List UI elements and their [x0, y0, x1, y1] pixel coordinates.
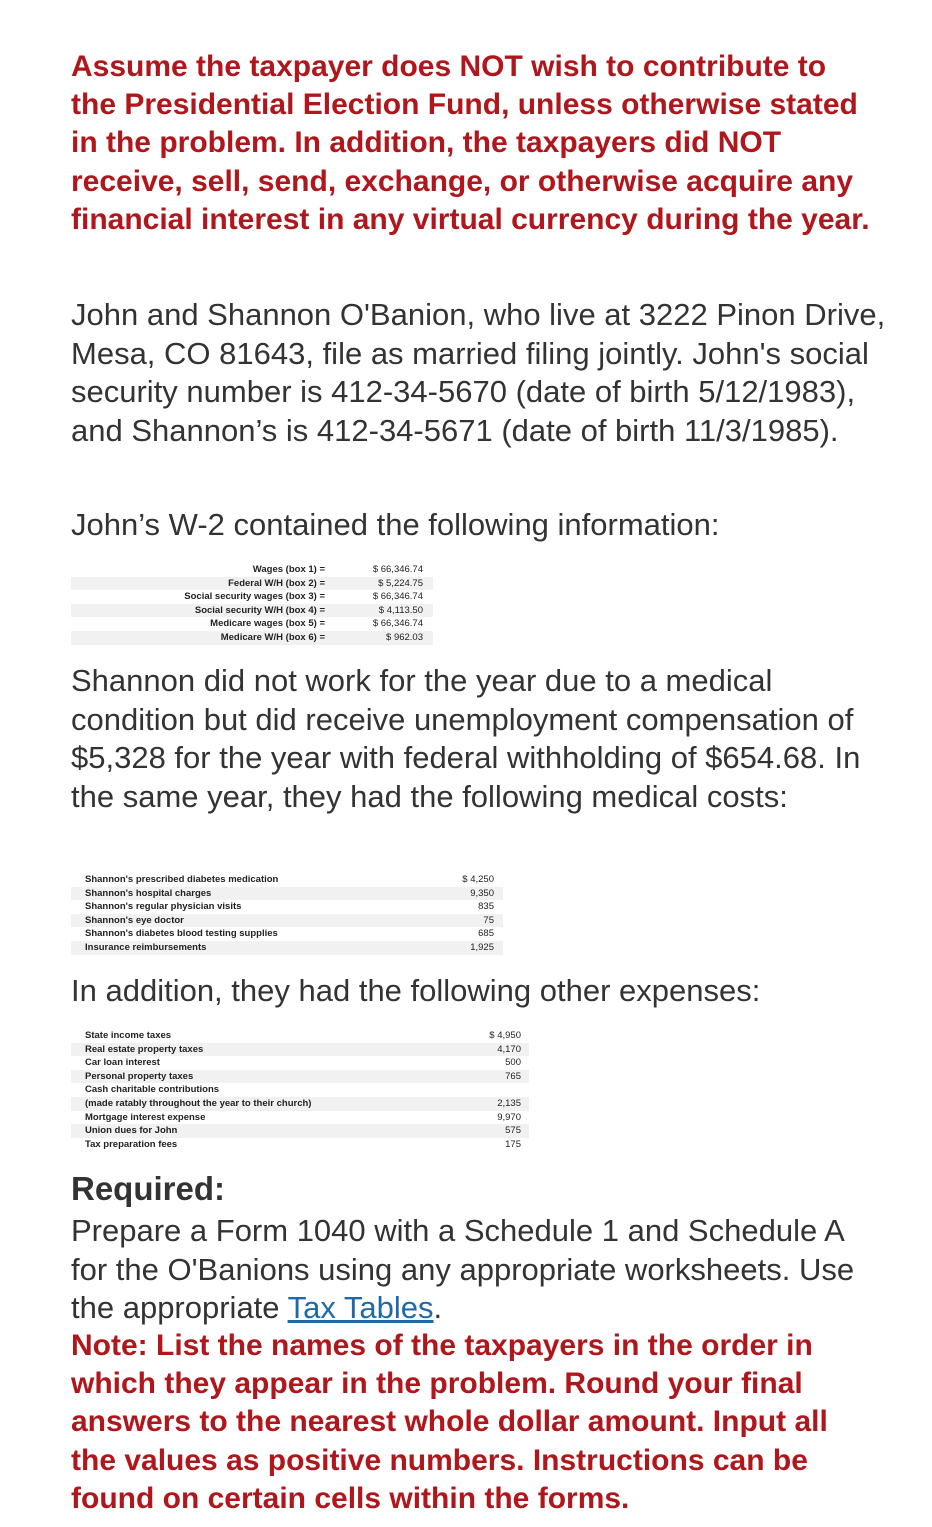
- required-note: Note: List the names of the taxpayers in the order in which they appear in the problem. Round your final answers to the nearest whole dollar amount. Input all the values as positive numbers. Instructions can be found on certain cells within the forms.: [71, 1329, 828, 1515]
- expense-row: [71, 1138, 529, 1152]
- expense-row-value: 575: [505, 1125, 521, 1137]
- medical-row: [71, 941, 503, 955]
- assumption-warning: Assume the taxpayer does NOT wish to contribute to the Presidential Election Fund, unless otherwise stated in the problem. In addition, the taxpayers did NOT receive, sell, send, exchange, or otherwise acquire any financial interest in any virtual currency during the year.: [71, 50, 870, 236]
- medical-row-label: Shannon's eye doctor: [85, 914, 184, 926]
- expense-row-label: Tax preparation fees: [85, 1138, 178, 1150]
- w2-row-label: Social security wages (box 3) =: [184, 591, 325, 603]
- expense-row: [71, 1043, 529, 1057]
- expense-row-value: $ 4,950: [489, 1030, 521, 1041]
- w2-row-value: $ 66,346.74: [372, 564, 423, 575]
- expense-row: [71, 1083, 529, 1097]
- medical-row-value: 9,350: [470, 887, 494, 899]
- medical-row-value: 835: [478, 901, 494, 913]
- expense-row-value: 765: [505, 1070, 521, 1082]
- w2-row: [71, 590, 433, 604]
- expense-row-label: Cash charitable contributions: [85, 1084, 220, 1096]
- required-text-end: .: [433, 1290, 443, 1325]
- expense-row-value: 500: [505, 1057, 521, 1069]
- expense-row-value: 2,135: [497, 1097, 521, 1109]
- expense-row-value: 4,170: [497, 1043, 521, 1055]
- medical-row-label: Insurance reimbursements: [85, 941, 207, 953]
- taxpayer-intro: John and Shannon O'Banion, who live at 3222 Pinon Drive, Mesa, CO 81643, file as married filing jointly. John's social security number is 412-34-5670 (date of birth 5/12/1983), and Shannon’s is 412-34-5671 (date of birth 11/3/1985).: [71, 297, 886, 448]
- medical-row-label: Shannon's diabetes blood testing supplies: [85, 928, 278, 940]
- required-heading: Required:: [71, 1170, 226, 1207]
- other-expenses-intro: In addition, they had the following other expenses:: [71, 973, 761, 1008]
- w2-row-label: Medicare wages (box 5) =: [210, 618, 325, 630]
- w2-row-value: $ 4,113.50: [378, 604, 423, 616]
- expense-row-value: 175: [505, 1138, 521, 1150]
- expense-row: [71, 1029, 529, 1043]
- expense-row: [71, 1124, 529, 1138]
- expense-row-label: (made ratably throughout the year to their church): [85, 1097, 312, 1109]
- medical-costs-table: [71, 873, 503, 955]
- medical-row-label: Shannon's prescribed diabetes medication: [85, 874, 279, 885]
- medical-row: [71, 927, 503, 941]
- medical-row-label: Shannon's regular physician visits: [85, 901, 242, 913]
- medical-row-label: Shannon's hospital charges: [85, 887, 212, 899]
- shannon-description: Shannon did not work for the year due to a medical condition but did receive unemployment compensation of $5,328 for the year with federal withholding of $654.68. In the same year, they had the following medical costs:: [71, 663, 861, 814]
- expense-row-label: Real estate property taxes: [85, 1043, 204, 1055]
- medical-row: [71, 887, 503, 901]
- required-text: Prepare a Form 1040 with a Schedule 1 and Schedule A for the O'Banions using any appropriate worksheets. Use the appropriate: [71, 1213, 855, 1325]
- expense-row: [71, 1111, 529, 1125]
- w2-row: [71, 577, 433, 591]
- expense-row: [71, 1070, 529, 1084]
- w2-row: [71, 604, 433, 618]
- w2-row-label: Wages (box 1) =: [252, 564, 325, 575]
- medical-row: [71, 914, 503, 928]
- w2-row: [71, 617, 433, 631]
- tax-tables-link[interactable]: Tax Tables: [287, 1290, 434, 1325]
- medical-row-value: $ 4,250: [462, 874, 494, 885]
- w2-row: [71, 563, 433, 577]
- expense-row-label: Mortgage interest expense: [85, 1111, 206, 1123]
- other-expenses-table: [71, 1029, 529, 1151]
- expense-row-value: 9,970: [497, 1111, 521, 1123]
- expense-row: [71, 1056, 529, 1070]
- medical-row-value: 685: [478, 928, 494, 940]
- w2-row-value: $ 962.03: [386, 631, 423, 643]
- expense-row: [71, 1097, 529, 1111]
- required-instructions: [71, 1212, 881, 1328]
- w2-intro: John’s W-2 contained the following information:: [71, 507, 720, 542]
- w2-row-label: Social security W/H (box 4) =: [194, 604, 325, 616]
- w2-row-label: Federal W/H (box 2) =: [228, 577, 325, 589]
- medical-row-value: 75: [483, 914, 494, 926]
- w2-row-value: $ 66,346.74: [372, 618, 423, 630]
- w2-row-value: $ 66,346.74: [372, 591, 423, 603]
- medical-row: [71, 873, 503, 887]
- w2-table: [71, 563, 433, 645]
- w2-row: [71, 631, 433, 645]
- w2-row-value: $ 5,224.75: [378, 577, 423, 589]
- expense-row-label: Union dues for John: [85, 1125, 178, 1137]
- w2-row-label: Medicare W/H (box 6) =: [220, 631, 325, 643]
- medical-row: [71, 900, 503, 914]
- medical-row-value: 1,925: [470, 941, 494, 953]
- expense-row-label: State income taxes: [85, 1030, 172, 1041]
- expense-row-label: Personal property taxes: [85, 1070, 194, 1082]
- expense-row-label: Car loan interest: [85, 1057, 160, 1069]
